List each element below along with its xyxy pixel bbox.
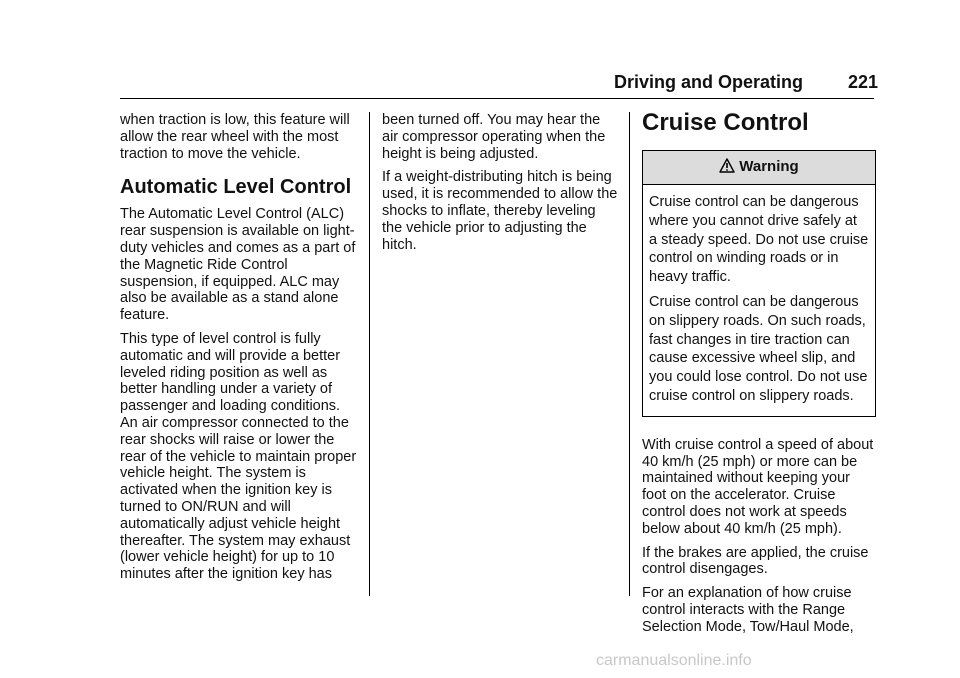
column-3: [642, 109, 878, 643]
alc-paragraph-1: The Automatic Level Control (ALC) rear suspension is available on light-duty vehicles and comes as a part of the Magnetic Ride Control suspension, if equipped. ALC may also be available as a stand alone feature.: [120, 206, 356, 324]
warning-paragraph-2: Cruise control can be dangerous on slippery roads. On such roads, fast changes in tire traction can cause excessive wheel slip, and you could lose control. Do not use cruise control on slippery roads.: [649, 293, 868, 404]
cruise-control-heading: Cruise Control: [642, 109, 809, 136]
warning-body: [643, 185, 875, 416]
header-rule: [120, 98, 874, 99]
cruise-paragraph-3: For an explanation of how cruise control interacts with the Range Selection Mode, Tow/Haul Mode,: [642, 585, 854, 635]
warning-title: Warning: [739, 158, 799, 176]
watermark: carmanualsonline.info: [596, 652, 752, 669]
alc-paragraph-2: This type of level control is fully automatic and will provide a better leveled riding position as well as better handling under a variety of passenger and loading conditions. An air compressor connected to the rear shocks will raise or lower the rear of the vehicle to maintain proper vehicle height. The system is activated when the ignition key is turned to ON/RUN and will automatically adjust vehicle height thereafter. The system may exhaust (lower vehicle height) for up to 10 minutes after the ignition key has: [120, 330, 357, 583]
warning-box: [642, 150, 876, 417]
cruise-paragraph-2: If the brakes are applied, the cruise control disengages.: [642, 544, 869, 578]
column-divider-right: [629, 112, 630, 596]
hitch-paragraph: If a weight-distributing hitch is being used, it is recommended to allow the shocks to inflate, thereby leveling the vehicle prior to adjusting the hitch.: [382, 169, 618, 253]
warning-triangle-icon: [719, 158, 735, 178]
page-number: 221: [848, 72, 879, 92]
intro-paragraph: when traction is low, this feature will allow the rear wheel with the most traction to move the vehicle.: [120, 112, 350, 162]
alc-paragraph-3: been turned off. You may hear the air compressor operating when the height is being adjusted.: [382, 112, 606, 162]
warning-header: [643, 151, 875, 185]
column-1: [120, 112, 360, 590]
cruise-paragraph-1: With cruise control a speed of about 40 km/h (25 mph) or more can be maintained without keeping your foot on the accelerator. Cruise control does not work at speeds below about 40 km/h (25 mph).: [642, 436, 874, 537]
alc-subheading: Automatic Level Control: [120, 176, 352, 199]
column-2: [382, 112, 618, 260]
section-title: Driving and Operating: [614, 72, 804, 92]
column-divider-left: [369, 112, 370, 596]
warning-paragraph-1: Cruise control can be dangerous where you cannot drive safely at a steady speed. Do not use cruise control on winding roads or in heavy traffic.: [649, 194, 869, 286]
